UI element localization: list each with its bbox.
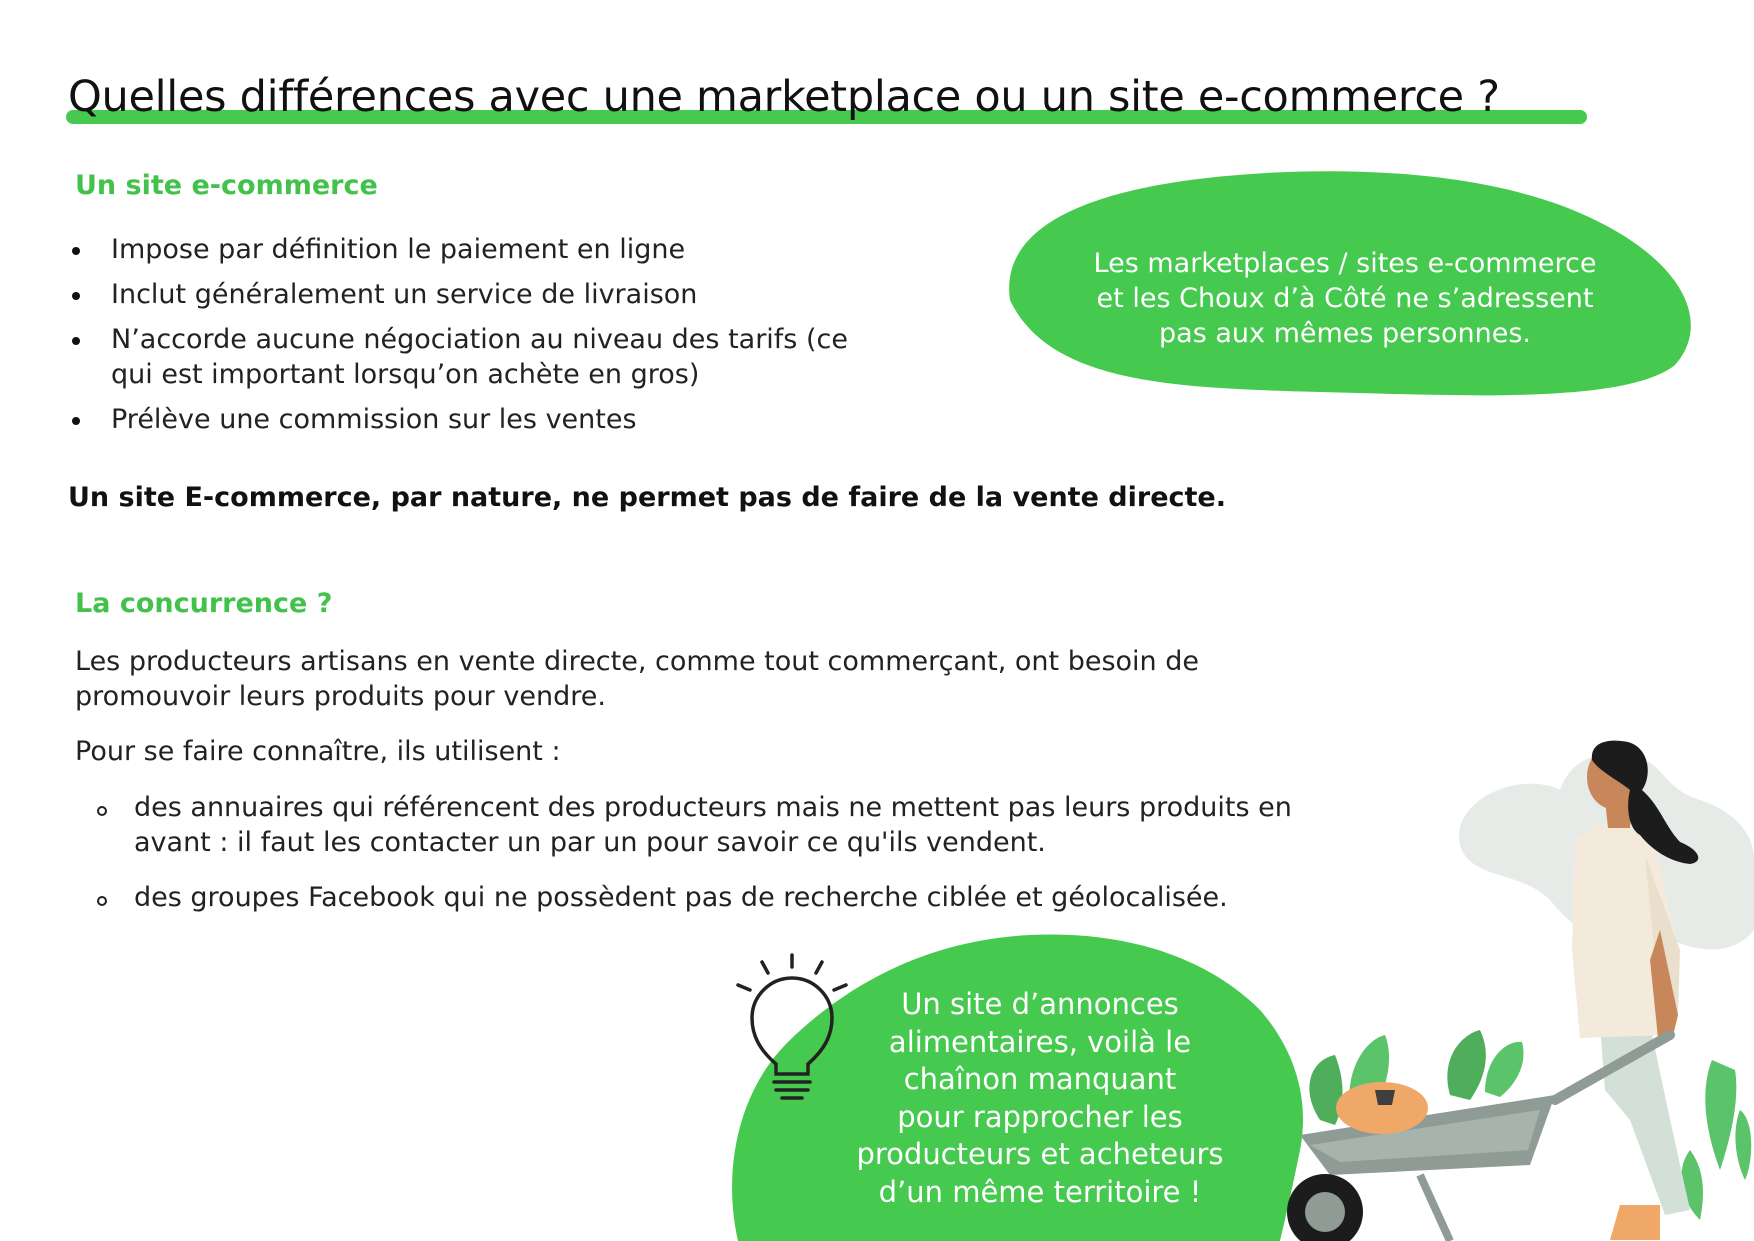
- callout-bottom-line: producteurs et acheteurs: [856, 1137, 1224, 1171]
- callout-top-line: pas aux mêmes personnes.: [1159, 318, 1531, 349]
- competition-list: [95, 790, 1415, 935]
- callout-top-line: Les marketplaces / sites e-commerce: [1093, 248, 1597, 279]
- list-item-line: avant : il faut les contacter un par un pour savoir ce qu'ils vendent.: [134, 827, 1046, 858]
- list-item-line: Inclut généralement un service de livraison: [111, 279, 698, 310]
- list-item-line: qui est important lorsqu’on achète en gros): [111, 359, 700, 390]
- callout-bottom-line: d’un même territoire !: [878, 1174, 1202, 1209]
- callout-bottom-line: chaînon manquant: [903, 1062, 1177, 1096]
- list-item: [95, 880, 1415, 915]
- page-title: Quelles différences avec une marketplace ou un site e-commerce ?: [68, 72, 1500, 122]
- list-item-line: des groupes Facebook qui ne possèdent pas de recherche ciblée et géolocalisée.: [134, 882, 1228, 913]
- callout-bottom-line: alimentaires, voilà le: [888, 1024, 1192, 1059]
- competition-intro: Pour se faire connaître, ils utilisent :: [75, 736, 561, 767]
- callout-bottom-line: pour rapprocher les: [897, 1099, 1183, 1134]
- callout-bottom-line: Un site d’annonces: [901, 987, 1179, 1021]
- paragraph-line: Les producteurs artisans en vente directe, comme tout commerçant, ont besoin de: [75, 646, 1199, 677]
- list-item-line: des annuaires qui référencent des producteurs mais ne mettent pas leurs produits en: [134, 792, 1292, 823]
- ecommerce-conclusion: Un site E-commerce, par nature, ne permet pas de faire de la vente directe.: [68, 482, 1226, 513]
- list-item-line: N’accorde aucune négociation au niveau des tarifs (ce: [111, 324, 848, 355]
- list-item: [95, 790, 1415, 860]
- competition-paragraph: [75, 644, 1375, 714]
- circle-bullet: [97, 806, 107, 816]
- heading-ecommerce: Un site e-commerce: [75, 170, 378, 201]
- list-item-line: Impose par définition le paiement en ligne: [111, 234, 686, 265]
- callout-top-text: [1040, 246, 1650, 351]
- circle-bullet: [97, 896, 107, 906]
- callout-bottom-text: [830, 986, 1250, 1211]
- list-item-line: Prélève une commission sur les ventes: [111, 404, 637, 435]
- callout-top-line: et les Choux d’à Côté ne s’adressent: [1096, 283, 1594, 314]
- paragraph-line: promouvoir leurs produits pour vendre.: [75, 681, 606, 712]
- heading-competition: La concurrence ?: [75, 588, 333, 619]
